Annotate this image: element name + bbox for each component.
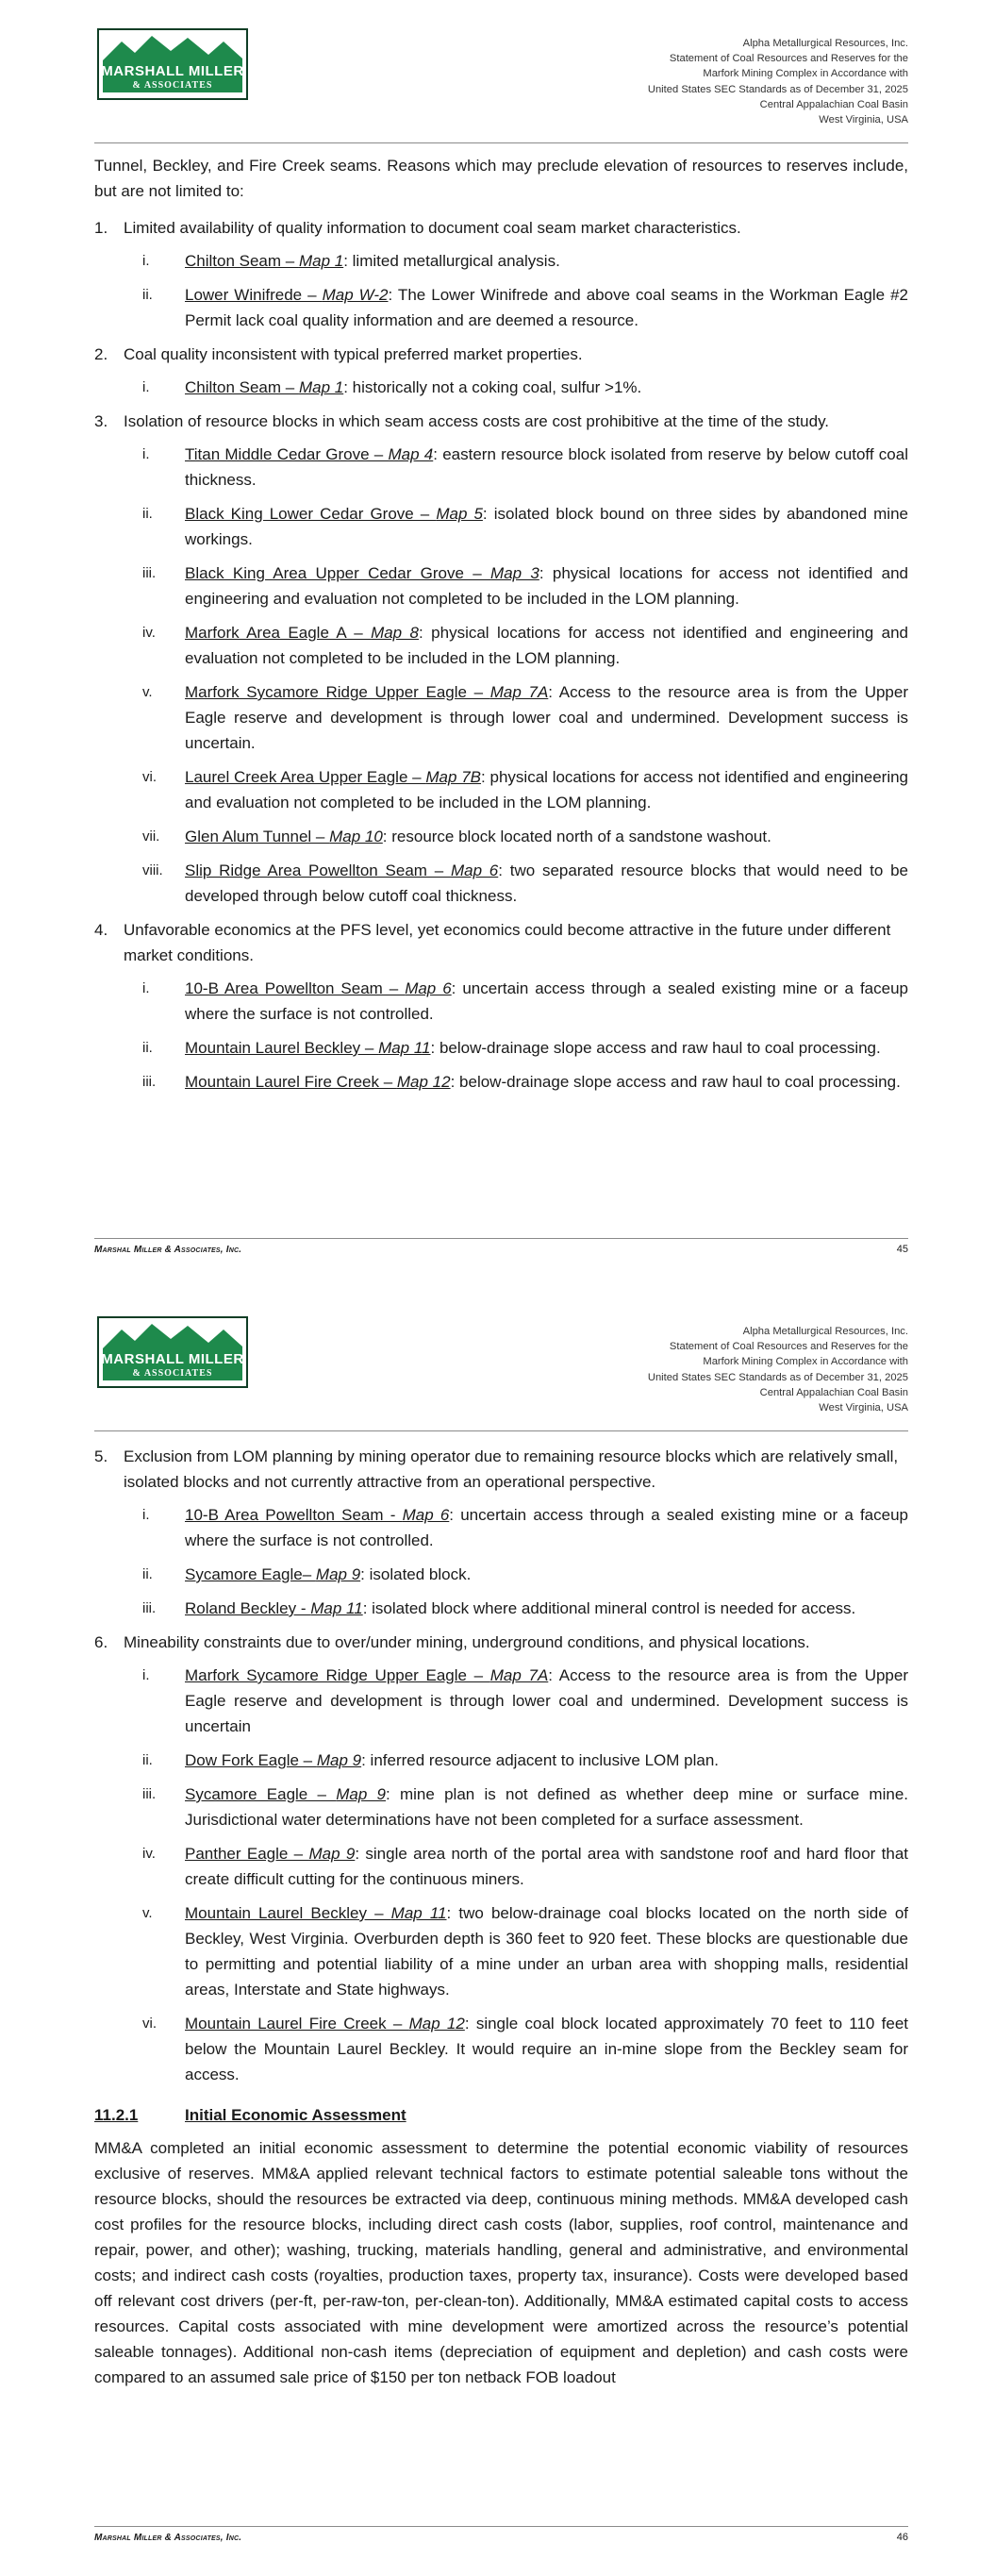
page-number: 45 xyxy=(896,1244,908,1255)
map-reference: Map 4 xyxy=(388,445,434,463)
map-reference: Map 7A xyxy=(489,683,549,701)
resource-block-name xyxy=(185,1751,361,1769)
block-label: Mountain Laurel Fire Creek – xyxy=(185,2015,409,2032)
list-item-number: 2. xyxy=(94,345,108,363)
sub-item-number: i. xyxy=(142,446,150,462)
block-label: Marfork Sycamore Ridge Upper Eagle – xyxy=(185,1666,490,1684)
sub-list-item xyxy=(94,976,908,1027)
sub-item-number: ii. xyxy=(142,1040,153,1056)
resource-block-name xyxy=(185,624,419,642)
list-item-number: 6. xyxy=(94,1633,108,1651)
block-label: Mountain Laurel Beckley – xyxy=(185,1039,379,1057)
header-line: West Virginia, USA xyxy=(819,114,908,126)
block-label: Titan Middle Cedar Grove – xyxy=(185,445,389,463)
sub-list-item xyxy=(94,1900,908,2002)
sub-item-text: : historically not a coking coal, sulfur >1%. xyxy=(343,378,642,396)
sub-item-number: iii. xyxy=(142,1786,157,1802)
sub-list-item xyxy=(94,1069,908,1095)
sub-item-text: : Access to the resource area is from the Upper Eagle reserve and development is through lower coal and undermined. Development success is uncertain. xyxy=(185,683,908,752)
section-number: 11.2.1 xyxy=(94,2106,139,2124)
resource-block-name xyxy=(185,1666,548,1684)
block-label: Lower Winifrede – xyxy=(185,286,323,304)
reason-list xyxy=(94,1444,908,2087)
sub-item-text: : physical locations for access not identified and engineering and evaluation not completed to be included in the LOM planning. xyxy=(185,768,909,811)
sub-list-item xyxy=(94,375,908,400)
sub-item-number: i. xyxy=(142,1667,150,1683)
list-item-text: Mineability constraints due to over/under mining, underground conditions, and physical locations. xyxy=(124,1633,810,1651)
sub-list-item xyxy=(94,858,908,909)
list-item-text: Unfavorable economics at the PFS level, yet economics could become attractive in the future under different market conditions. xyxy=(124,921,891,964)
sub-item-number: i. xyxy=(142,253,150,269)
sub-item-text: : uncertain access through a sealed existing mine or a faceup where the surface is not controlled. xyxy=(185,979,909,1023)
map-reference: Map 7B xyxy=(425,768,482,786)
map-reference: Map 7A xyxy=(489,1666,549,1684)
footer-company: Marshal Miller & Associates, Inc. xyxy=(94,1245,242,1255)
resource-block-name xyxy=(185,1073,451,1091)
list-item xyxy=(94,409,908,434)
list-item-number: 4. xyxy=(94,921,108,939)
map-reference: Map 11 xyxy=(378,1039,431,1057)
header-rule xyxy=(94,142,908,143)
sub-item-text: : eastern resource block isolated from reserve by below cutoff coal thickness. xyxy=(185,445,908,489)
map-reference: Map 9 xyxy=(336,1785,387,1803)
sub-item-text: : uncertain access through a sealed existing mine or a faceup where the surface is not controlled. xyxy=(185,1506,909,1549)
block-label: Laurel Creek Area Upper Eagle – xyxy=(185,768,426,786)
map-reference: Map 6 xyxy=(450,861,499,879)
section-heading xyxy=(94,2102,908,2128)
sub-item-number: i. xyxy=(142,1507,150,1523)
header-line: United States SEC Standards as of December 31, 2025 xyxy=(647,83,908,95)
sub-item-number: iii. xyxy=(142,565,157,581)
block-label: Chilton Seam – xyxy=(185,252,299,270)
map-reference: Map 11 xyxy=(310,1599,363,1617)
sub-item-text: : single area north of the portal area with sandstone roof and hard floor that create difficult cutting for the continuous miners. xyxy=(185,1845,908,1888)
resource-block-name xyxy=(185,861,498,879)
page-body xyxy=(94,1444,908,2401)
map-reference: Map 3 xyxy=(490,564,539,582)
intro-paragraph: Tunnel, Beckley, and Fire Creek seams. Reasons which may preclude elevation of resources to reserves include, but are not limited to: xyxy=(94,157,908,200)
sub-item-number: iv. xyxy=(142,1846,156,1862)
sub-item-number: ii. xyxy=(142,1566,153,1582)
sub-item-number: vi. xyxy=(142,2016,157,2032)
sub-item-text: : two separated resource blocks that would need to be developed through below cutoff coal thickness. xyxy=(185,861,908,905)
resource-block-name xyxy=(185,445,433,463)
sub-item-text: : isolated block. xyxy=(360,1565,472,1583)
resource-block-name xyxy=(185,1039,431,1057)
sub-item-number: vii. xyxy=(142,828,160,845)
sub-item-number: v. xyxy=(142,684,153,700)
sub-list-item xyxy=(94,1748,908,1773)
resource-block-name xyxy=(185,1785,386,1803)
map-reference: Map 9 xyxy=(308,1845,356,1863)
section-paragraph: MM&A completed an initial economic assessment to determine the potential economic viability of resources exclusive of reserves. MM&A applied relevant technical factors to estimate potential saleable tons without the resource blocks, should the resources be extracted via deep, continuous mining methods. MM&A developed cash cost profiles for the resource blocks, including direct cash costs (labor, supplies, roof control, maintenance and repair, power, and other); washing, trucking, materials handling, general and administrative, and environmental costs; and indirect cash costs (royalties, production taxes, property tax, insurance). Costs were developed based off relevant cost drivers (per-ft, per-raw-ton, per-clean-ton). Additionally, MM&A estimated capital costs to access resources. Capital costs associated with mine development were amortized across the resource’s potential saleable tonnages). Additional non-cash items (depreciation of equipment and depletion) and cash costs were compared to an assumed sale price of $150 per ton netback FOB loadout xyxy=(94,2139,908,2386)
resource-block-name xyxy=(185,505,483,523)
sub-list-item xyxy=(94,679,908,756)
sub-list-item xyxy=(94,501,908,552)
list-item-text: Coal quality inconsistent with typical preferred market properties. xyxy=(124,345,583,363)
sub-item-text: : inferred resource adjacent to inclusive LOM plan. xyxy=(361,1751,720,1769)
map-reference: Map 6 xyxy=(402,1506,450,1524)
block-label: Mountain Laurel Beckley – xyxy=(185,1904,391,1922)
sub-item-text: : single coal block located approximately 70 feet to 110 feet below the Mountain Laurel Beckley. It would require an in-mine slope from the Beckley seam for access. xyxy=(185,2015,908,2083)
sub-item-text: : below-drainage slope access and raw haul to coal processing. xyxy=(450,1073,901,1091)
map-reference: Map 12 xyxy=(396,1073,451,1091)
map-reference: Map W-2 xyxy=(322,286,389,304)
header-text xyxy=(418,1324,908,1415)
resource-block-name xyxy=(185,1599,363,1617)
list-item xyxy=(94,1630,908,1655)
list-item xyxy=(94,917,908,968)
company-logo xyxy=(97,28,248,100)
list-item-text: Isolation of resource blocks in which seam access costs are cost prohibitive at the time of the study. xyxy=(124,412,830,430)
page-number: 46 xyxy=(896,2532,908,2543)
map-reference: Map 9 xyxy=(315,1565,361,1583)
block-label: Black King Lower Cedar Grove – xyxy=(185,505,437,523)
resource-block-name xyxy=(185,828,383,845)
sub-item-text: : isolated block where additional mineral control is needed for access. xyxy=(362,1599,856,1617)
list-item-text: Limited availability of quality information to document coal seam market characteristics. xyxy=(124,219,741,237)
sub-item-number: iii. xyxy=(142,1600,157,1616)
block-label: Panther Eagle – xyxy=(185,1845,309,1863)
block-label: Roland Beckley - xyxy=(185,1599,311,1617)
header-rule xyxy=(94,1430,908,1431)
sub-list-item xyxy=(94,1781,908,1832)
resource-block-name xyxy=(185,1904,447,1922)
sub-list-item xyxy=(94,764,908,815)
reason-list xyxy=(94,215,908,1095)
block-label: Slip Ridge Area Powellton Seam – xyxy=(185,861,451,879)
list-item-number: 5. xyxy=(94,1447,108,1465)
sub-item-text: : below-drainage slope access and raw haul to coal processing. xyxy=(430,1039,881,1057)
footer-rule xyxy=(94,1238,908,1239)
resource-block-name xyxy=(185,564,539,582)
sub-list-item xyxy=(94,1562,908,1587)
block-label: 10-B Area Powellton Seam – xyxy=(185,979,406,997)
sub-list-item xyxy=(94,1841,908,1892)
sub-item-text: : mine plan is not defined as whether deep mine or surface mine. Jurisdictional water determinations have not been completed for a surface assessment. xyxy=(185,1785,908,1829)
sub-item-number: v. xyxy=(142,1905,153,1921)
block-label: Black King Area Upper Cedar Grove – xyxy=(185,564,491,582)
header-line: Marfork Mining Complex in Accordance with xyxy=(703,1356,908,1368)
sub-item-text: : The Lower Winifrede and above coal seams in the Workman Eagle #2 Permit lack coal quality information and are deemed a resource. xyxy=(185,286,908,329)
svg-text:& ASSOCIATES: & ASSOCIATES xyxy=(132,1368,213,1379)
resource-block-name xyxy=(185,286,389,304)
block-label: Dow Fork Eagle – xyxy=(185,1751,317,1769)
svg-text:MARSHALL MILLER: MARSHALL MILLER xyxy=(101,1351,244,1367)
header-text xyxy=(418,36,908,127)
resource-block-name xyxy=(185,1565,360,1583)
sub-item-number: iv. xyxy=(142,625,156,641)
resource-block-name xyxy=(185,2015,465,2032)
sub-list-item xyxy=(94,620,908,671)
resource-block-name xyxy=(185,1506,449,1524)
header-line: Central Appalachian Coal Basin xyxy=(759,1386,908,1398)
sub-list-item xyxy=(94,1502,908,1553)
header-line: Central Appalachian Coal Basin xyxy=(759,98,908,110)
block-label: Marfork Sycamore Ridge Upper Eagle – xyxy=(185,683,490,701)
section-title: Initial Economic Assessment xyxy=(185,2106,406,2124)
block-label: Sycamore Eagle – xyxy=(185,1785,337,1803)
sub-item-number: ii. xyxy=(142,287,153,303)
page-46 xyxy=(0,1288,995,2576)
footer-company: Marshal Miller & Associates, Inc. xyxy=(94,2533,242,2543)
sub-list-item xyxy=(94,2011,908,2087)
sub-list-item xyxy=(94,248,908,274)
header-line: Statement of Coal Resources and Reserves for the xyxy=(669,1341,908,1353)
resource-block-name xyxy=(185,1845,355,1863)
sub-item-text: : limited metallurgical analysis. xyxy=(343,252,560,270)
sub-list-item xyxy=(94,442,908,493)
sub-item-text: : physical locations for access not identified and engineering and evaluation not completed to be included in the LOM planning. xyxy=(185,564,908,608)
header-line: United States SEC Standards as of December 31, 2025 xyxy=(647,1371,908,1383)
map-reference: Map 6 xyxy=(405,979,452,997)
resource-block-name xyxy=(185,378,343,396)
header-line: West Virginia, USA xyxy=(819,1402,908,1414)
sub-item-text: : Access to the resource area is from the Upper Eagle reserve and development is through lower coal and undermined. Development success is uncertain xyxy=(185,1666,908,1735)
list-item xyxy=(94,215,908,241)
sub-item-number: viii. xyxy=(142,862,163,878)
sub-item-number: ii. xyxy=(142,1752,153,1768)
block-label: Marfork Area Eagle A – xyxy=(185,624,372,642)
header-line: Statement of Coal Resources and Reserves for the xyxy=(669,53,908,65)
sub-list-item xyxy=(94,1663,908,1739)
svg-text:& ASSOCIATES: & ASSOCIATES xyxy=(132,80,213,91)
footer-rule xyxy=(94,2526,908,2527)
sub-item-text: : physical locations for access not identified and engineering and evaluation not completed to be included in the LOM planning. xyxy=(185,624,908,667)
sub-item-number: i. xyxy=(142,980,150,996)
map-reference: Map 11 xyxy=(390,1904,447,1922)
map-reference: Map 9 xyxy=(316,1751,362,1769)
sub-item-number: vi. xyxy=(142,769,157,785)
block-label: Sycamore Eagle– xyxy=(185,1565,316,1583)
resource-block-name xyxy=(185,683,548,701)
resource-block-name xyxy=(185,979,452,997)
company-logo xyxy=(97,1316,248,1388)
sub-list-item xyxy=(94,824,908,849)
map-reference: Map 12 xyxy=(408,2015,465,2032)
resource-block-name xyxy=(185,768,481,786)
sub-list-item xyxy=(94,282,908,333)
sub-list-item xyxy=(94,1596,908,1621)
page-body xyxy=(94,153,908,1103)
list-item-number: 1. xyxy=(94,219,108,237)
map-reference: Map 1 xyxy=(298,252,344,270)
page-header xyxy=(0,0,995,142)
sub-list-item xyxy=(94,560,908,611)
list-item xyxy=(94,1444,908,1495)
list-item-number: 3. xyxy=(94,412,108,430)
sub-list-item xyxy=(94,1035,908,1061)
sub-item-text: : two below-drainage coal blocks located on the north side of Beckley, West Virginia. Overburden depth is 360 feet to 920 feet. These blocks are questionable due to permitting and potential liability of a mine under an urban area with shopping malls, residential areas, Interstate and State highways. xyxy=(185,1904,909,1999)
block-label: 10-B Area Powellton Seam - xyxy=(185,1506,403,1524)
map-reference: Map 1 xyxy=(298,378,344,396)
svg-text:MARSHALL MILLER: MARSHALL MILLER xyxy=(101,63,244,79)
map-reference: Map 5 xyxy=(436,505,483,523)
sub-item-number: i. xyxy=(142,379,150,395)
map-reference: Map 8 xyxy=(371,624,420,642)
sub-item-number: ii. xyxy=(142,506,153,522)
list-item xyxy=(94,342,908,367)
sub-item-number: iii. xyxy=(142,1074,157,1090)
header-line: Marfork Mining Complex in Accordance with xyxy=(703,68,908,80)
block-label: Glen Alum Tunnel – xyxy=(185,828,330,845)
sub-item-text: : resource block located north of a sandstone washout. xyxy=(382,828,771,845)
header-line: Alpha Metallurgical Resources, Inc. xyxy=(742,1326,908,1337)
header-line: Alpha Metallurgical Resources, Inc. xyxy=(742,38,908,49)
map-reference: Map 10 xyxy=(329,828,383,845)
block-label: Chilton Seam – xyxy=(185,378,299,396)
block-label: Mountain Laurel Fire Creek – xyxy=(185,1073,397,1091)
list-item-text: Exclusion from LOM planning by mining operator due to remaining resource blocks which are relatively small, isolated blocks and not currently attractive from an operational perspective. xyxy=(124,1447,899,1491)
resource-block-name xyxy=(185,252,343,270)
page-header xyxy=(0,1288,995,1430)
sub-item-text: : isolated block bound on three sides by abandoned mine workings. xyxy=(185,505,908,548)
